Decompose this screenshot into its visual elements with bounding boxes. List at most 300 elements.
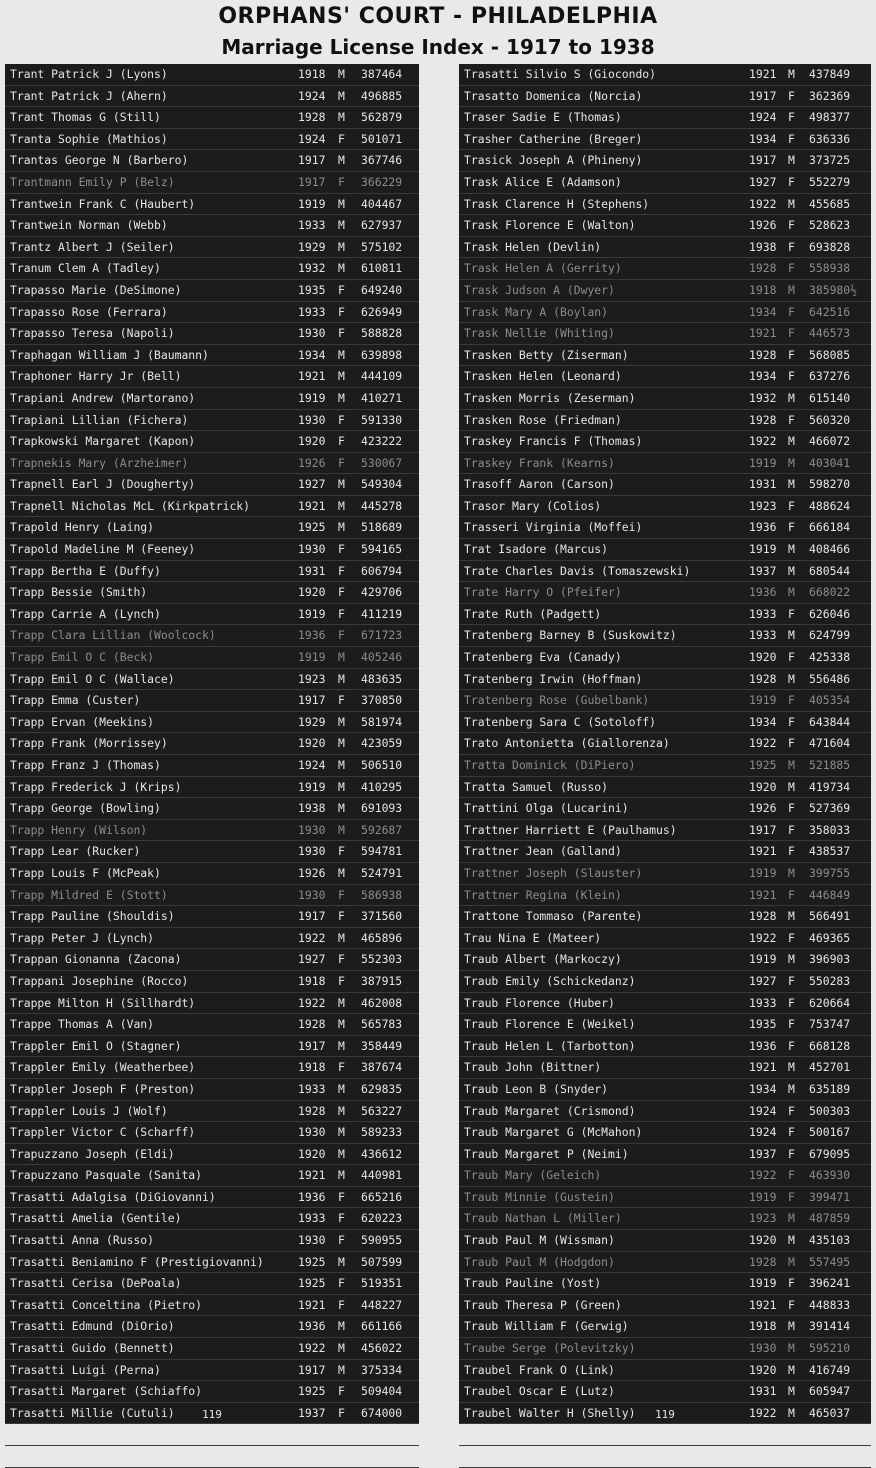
- entry-sex: M: [338, 1362, 345, 1377]
- entry-year: 1922: [298, 930, 326, 945]
- index-entry: [459, 971, 871, 993]
- entry-sex: F: [338, 282, 345, 297]
- entry-year: 1928: [749, 1254, 777, 1269]
- entry-sex: M: [788, 1362, 795, 1377]
- entry-license: 657857: [361, 1427, 403, 1442]
- entry-name: Trasatti Silvio S (Giocondo): [464, 67, 657, 81]
- entry-license: 403041: [809, 455, 851, 470]
- index-entry: [5, 258, 419, 280]
- entry-year: 1918: [749, 1319, 777, 1334]
- entry-license: 465037: [809, 1405, 851, 1420]
- entry-sex: F: [338, 326, 345, 341]
- entry-sex: M: [788, 671, 795, 686]
- entry-name: Trask Judson A (Dwyer): [464, 282, 615, 297]
- entry-sex: M: [788, 434, 795, 449]
- entry-year: 1922: [749, 1405, 777, 1420]
- index-entry: [5, 669, 419, 691]
- entry-name: Traub Florence E (Weikel): [464, 1017, 636, 1032]
- index-entry: [459, 1381, 871, 1403]
- entry-name: Trasick Joseph A (Phineny): [464, 153, 643, 168]
- index-entry: [459, 949, 871, 971]
- entry-license: 556486: [809, 671, 851, 686]
- index-entry: [5, 323, 419, 345]
- entry-year: 1917: [749, 822, 777, 837]
- entry-name: Trapkowski Margaret (Kapon): [10, 434, 196, 449]
- entry-year: 1927: [298, 477, 326, 492]
- entry-year: 1930: [298, 1233, 326, 1248]
- index-entry: [5, 1360, 419, 1382]
- entry-year: 1927: [749, 973, 777, 988]
- entry-sex: M: [338, 650, 345, 665]
- entry-license: 498377: [809, 110, 851, 125]
- entry-year: 1920: [749, 650, 777, 665]
- entry-name: Traphoner Harry Jr (Bell): [10, 369, 182, 384]
- entry-year: 1919: [749, 693, 777, 708]
- entry-year: 1921: [749, 326, 777, 341]
- entry-year: 1923: [749, 1211, 777, 1226]
- entry-sex: M: [788, 1341, 795, 1356]
- entry-license: 370850: [361, 693, 403, 708]
- index-entry: [459, 129, 871, 151]
- entry-year: 1929: [298, 239, 326, 254]
- entry-year: 1918: [298, 973, 326, 988]
- index-entry: [5, 345, 419, 367]
- index-entry: [459, 1316, 871, 1338]
- index-entry: [459, 194, 871, 216]
- entry-sex: F: [338, 844, 345, 859]
- entry-license: 521885: [809, 758, 851, 772]
- index-entry: [459, 1079, 871, 1101]
- entry-name: Traubel Walter H (Shelly): [464, 1405, 636, 1420]
- entry-license: 384008: [809, 1449, 851, 1463]
- entry-name: Trattner Jean (Galland): [464, 844, 622, 859]
- entry-name: Trapp Emma (Custer): [10, 693, 141, 708]
- entry-year: 1936: [749, 520, 777, 535]
- index-entry: [459, 647, 871, 669]
- entry-license: 626949: [361, 304, 403, 319]
- entry-sex: F: [788, 1146, 795, 1161]
- left-entry-list: [5, 64, 419, 1468]
- entry-license: 549304: [361, 477, 403, 492]
- index-entry: [5, 150, 419, 172]
- entry-license: 362369: [809, 88, 851, 103]
- entry-license: 562879: [361, 110, 403, 125]
- entry-sex: M: [788, 542, 795, 557]
- entry-sex: M: [338, 390, 345, 405]
- entry-license: 643844: [809, 714, 851, 729]
- entry-sex: F: [788, 1017, 795, 1032]
- entry-name: Trasor Mary (Colios): [464, 498, 602, 513]
- entry-license: 679095: [809, 1146, 851, 1161]
- entry-sex: M: [338, 1319, 345, 1334]
- entry-license: 387464: [361, 67, 403, 81]
- entry-sex: F: [338, 131, 345, 146]
- index-entry: [459, 841, 871, 863]
- index-entry: [459, 1144, 871, 1166]
- entry-sex: M: [788, 1081, 795, 1096]
- index-entry: [5, 1381, 419, 1403]
- entry-sex: M: [788, 585, 795, 600]
- entry-license: 452701: [809, 1060, 851, 1075]
- entry-sex: F: [338, 693, 345, 708]
- entry-license: 436612: [361, 1146, 403, 1161]
- entry-sex: F: [788, 930, 795, 945]
- entry-year: 1917: [749, 153, 777, 168]
- index-entry: [5, 1273, 419, 1295]
- index-entry: [5, 863, 419, 885]
- entry-name: Tranum Clem A (Tadley): [10, 261, 161, 276]
- entry-year: 1917: [298, 693, 326, 708]
- entry-name: Traub Theresa P (Green): [464, 1297, 622, 1312]
- entry-year: 1926: [749, 801, 777, 816]
- entry-name: Trask Mary A (Boylan): [464, 304, 609, 319]
- entry-name: Tranta Sophie (Mathios): [10, 131, 168, 146]
- entry-year: 1930: [298, 887, 326, 902]
- entry-license: 371560: [361, 909, 403, 924]
- entry-name: Traub Margaret G (McMahon): [464, 1125, 643, 1140]
- entry-name: Trasken Betty (Ziserman): [464, 347, 629, 362]
- entry-year: 1917: [298, 909, 326, 924]
- index-entry: [5, 820, 419, 842]
- entry-license: 557495: [809, 1254, 851, 1269]
- entry-license: 605947: [809, 1384, 851, 1399]
- entry-name: Trapuzzano Joseph (Eldi): [10, 1146, 175, 1161]
- entry-year: 1922: [749, 434, 777, 449]
- index-entry: [5, 302, 419, 324]
- entry-sex: M: [788, 67, 795, 81]
- index-entry: [5, 885, 419, 907]
- entry-sex: M: [338, 736, 345, 751]
- entry-year: 1930: [298, 822, 326, 837]
- entry-year: 1923: [749, 498, 777, 513]
- index-entry: [5, 733, 419, 755]
- entry-sex: F: [788, 304, 795, 319]
- entry-sex: F: [788, 650, 795, 665]
- entry-name: Trant Patrick J (Lyons): [10, 67, 168, 81]
- entry-license: 483635: [361, 671, 403, 686]
- entry-year: 1938: [749, 239, 777, 254]
- index-entry: [459, 474, 871, 496]
- entry-year: 1936: [749, 1038, 777, 1053]
- entry-year: 1924: [749, 1125, 777, 1140]
- entry-name: Traub Emily (Schickedanz): [464, 973, 636, 988]
- entry-license: 455685: [809, 196, 851, 211]
- entry-sex: F: [788, 1038, 795, 1053]
- index-entry: [5, 755, 419, 777]
- entry-year: 1919: [749, 1276, 777, 1291]
- entry-sex: M: [338, 930, 345, 945]
- entry-sex: F: [338, 1297, 345, 1312]
- entry-sex: M: [788, 390, 795, 405]
- entry-name: Trasatto Domenica (Norcia): [464, 88, 643, 103]
- entry-name: Trapp Ervan (Meekins): [10, 714, 155, 729]
- entry-license: 528623: [809, 218, 851, 233]
- entry-year: 1930: [298, 844, 326, 859]
- entry-year: 1935: [298, 282, 326, 297]
- entry-sex: F: [788, 498, 795, 513]
- index-entry: [5, 539, 419, 561]
- entry-license: 671723: [361, 628, 403, 643]
- entry-year: 1920: [298, 434, 326, 449]
- entry-license: 527369: [809, 801, 851, 816]
- entry-license: 375334: [361, 1362, 403, 1377]
- entry-license: 665216: [361, 1189, 403, 1204]
- index-entry: [459, 906, 871, 928]
- entry-license: 649240: [361, 282, 403, 297]
- entry-license: 465896: [361, 930, 403, 945]
- entry-sex: M: [788, 1427, 795, 1442]
- index-entry: [459, 1252, 871, 1274]
- entry-name: Trate Ruth (Padgett): [464, 606, 602, 621]
- entry-name: Tratenberg Irwin (Hoffman): [464, 671, 643, 686]
- entry-sex: F: [338, 1060, 345, 1075]
- entry-name: Tratenberg Barney B (Suskowitz): [464, 628, 677, 643]
- entry-name: Traubel Frank O (Link): [464, 1362, 615, 1377]
- entry-name: Traub Paul M (Hodgdon): [464, 1254, 615, 1269]
- index-entry: [5, 129, 419, 151]
- entry-sex: F: [788, 520, 795, 535]
- entry-license: 591330: [361, 412, 403, 427]
- entry-name: Trapp Henry (Wilson): [10, 822, 148, 837]
- entry-name: Trapuzzano Pasquale (Sanita): [10, 1168, 203, 1183]
- entry-license: 446573: [809, 326, 851, 341]
- entry-license: 524791: [361, 865, 403, 880]
- entry-license: 552279: [809, 174, 851, 189]
- entry-year: 1919: [749, 542, 777, 557]
- entry-sex: M: [338, 1125, 345, 1140]
- entry-name: Trasseri Virginia (Moffei): [464, 520, 643, 535]
- index-entry: [5, 1316, 419, 1338]
- entry-year: 1921: [298, 369, 326, 384]
- entry-year: 1933: [749, 995, 777, 1010]
- entry-sex: M: [788, 952, 795, 967]
- index-entry: [459, 410, 871, 432]
- entry-license: 423059: [361, 736, 403, 751]
- entry-sex: M: [338, 758, 345, 772]
- index-entry: [5, 453, 419, 475]
- entry-license: 399755: [809, 865, 851, 880]
- entry-name: Trattner Harriett E (Paulhamus): [464, 822, 677, 837]
- entry-license: 636336: [809, 131, 851, 146]
- entry-name: Trapiani Andrew (Martorano): [10, 390, 196, 405]
- entry-year: 1933: [298, 304, 326, 319]
- entry-name: Trant Patrick J (Ahern): [10, 88, 168, 103]
- index-entry: [5, 194, 419, 216]
- entry-name: Trantmann Emily P (Belz): [10, 174, 175, 189]
- entry-sex: M: [788, 1405, 795, 1420]
- entry-year: 1937: [298, 1405, 326, 1420]
- entry-sex: M: [338, 261, 345, 276]
- entry-license: 456022: [361, 1341, 403, 1356]
- index-entry: [5, 604, 419, 626]
- entry-license: 668128: [809, 1038, 851, 1053]
- entry-license: 674000: [361, 1405, 403, 1420]
- entry-year: 1930: [749, 1341, 777, 1356]
- index-entry: [5, 1446, 419, 1468]
- index-entry: [459, 1165, 871, 1187]
- entry-license: 518689: [361, 520, 403, 535]
- entry-name: Trapnell Nicholas McL (Kirkpatrick): [10, 498, 251, 513]
- entry-sex: F: [338, 434, 345, 449]
- entry-name: Trattner Joseph (Slauster): [464, 865, 643, 880]
- entry-license: 366229: [361, 174, 403, 189]
- page-title: ORPHANS' COURT - PHILADELPHIA: [218, 4, 658, 29]
- entry-license: 471604: [809, 736, 851, 751]
- entry-year: 1920: [749, 1362, 777, 1377]
- index-entry: [459, 366, 871, 388]
- entry-name: Trattone Tommaso (Parente): [464, 909, 643, 924]
- entry-year: 1924: [298, 131, 326, 146]
- entry-sex: M: [338, 1427, 345, 1442]
- entry-name: Trappler Joseph F (Preston): [10, 1081, 196, 1096]
- entry-license: 620664: [809, 995, 851, 1010]
- entry-year: 1938: [298, 1449, 326, 1463]
- entry-sex: F: [788, 736, 795, 751]
- entry-year: 1932: [298, 261, 326, 276]
- entry-year: 1935: [298, 1427, 326, 1442]
- entry-year: 1934: [298, 347, 326, 362]
- index-entry: [459, 1446, 871, 1468]
- index-entry: [5, 1101, 419, 1123]
- index-entry: [5, 561, 419, 583]
- index-entry: [5, 1079, 419, 1101]
- entry-sex: M: [338, 498, 345, 513]
- entry-sex: F: [788, 239, 795, 254]
- entry-sex: F: [788, 973, 795, 988]
- entry-license: 462008: [361, 995, 403, 1010]
- entry-sex: M: [338, 67, 345, 81]
- index-entry: [5, 215, 419, 237]
- entry-license: 753747: [809, 1017, 851, 1032]
- entry-sex: M: [338, 88, 345, 103]
- entry-name: Trasoff Aaron (Carson): [464, 477, 615, 492]
- entry-license: 440981: [361, 1168, 403, 1183]
- entry-sex: M: [788, 1060, 795, 1075]
- entry-year: 1935: [749, 1017, 777, 1032]
- entry-license: 469365: [809, 930, 851, 945]
- entry-sex: F: [788, 218, 795, 233]
- entry-sex: F: [788, 1168, 795, 1183]
- entry-name: Trasatti Pasquale N (Fittro): [10, 1427, 203, 1442]
- index-entry: [5, 993, 419, 1015]
- entry-year: 1918: [749, 282, 777, 297]
- index-entry: [5, 280, 419, 302]
- entry-year: 1928: [749, 261, 777, 276]
- entry-sex: M: [788, 153, 795, 168]
- index-entry: [459, 885, 871, 907]
- index-entry: [459, 237, 871, 259]
- entry-sex: M: [338, 218, 345, 233]
- entry-name: Trapp Frederick J (Krips): [10, 779, 182, 794]
- entry-sex: F: [788, 887, 795, 902]
- entry-name: Trat Isadore (Marcus): [464, 542, 609, 557]
- entry-year: 1933: [749, 606, 777, 621]
- entry-year: 1919: [298, 779, 326, 794]
- index-entry: [5, 172, 419, 194]
- entry-sex: F: [788, 369, 795, 384]
- entry-sex: F: [338, 455, 345, 470]
- index-entry: [459, 1122, 871, 1144]
- entry-sex: M: [788, 1384, 795, 1399]
- entry-license: 610811: [361, 261, 403, 276]
- index-entry: [459, 1424, 871, 1446]
- entry-year: 1930: [298, 1125, 326, 1140]
- entry-sex: M: [788, 477, 795, 492]
- entry-license: 404467: [361, 196, 403, 211]
- entry-year: 1917: [298, 174, 326, 189]
- entry-year: 1938: [298, 801, 326, 816]
- index-entry: [459, 993, 871, 1015]
- index-entry: [5, 1014, 419, 1036]
- right-entry-list: [459, 64, 871, 1468]
- entry-license: 566491: [809, 909, 851, 924]
- entry-license: 410271: [361, 390, 403, 405]
- entry-sex: F: [788, 801, 795, 816]
- entry-sex: M: [788, 563, 795, 578]
- entry-license: 668022: [809, 585, 851, 600]
- entry-year: 1934: [749, 369, 777, 384]
- index-entry: [459, 1230, 871, 1252]
- entry-license: 391414: [809, 1319, 851, 1334]
- index-entry: [5, 517, 419, 539]
- entry-year: 1936: [298, 628, 326, 643]
- entry-name: Tratenberg Rose (Gubelbank): [464, 693, 650, 708]
- entry-name: Trapiani Lillian (Fichera): [10, 412, 189, 427]
- entry-sex: F: [788, 1103, 795, 1118]
- entry-name: Trasher Catherine (Breger): [464, 131, 643, 146]
- entry-license: 358449: [361, 1038, 403, 1053]
- entry-sex: F: [788, 844, 795, 859]
- entry-name: Traub Pauline (Yost): [464, 1276, 602, 1291]
- entry-year: 1919: [749, 1189, 777, 1204]
- entry-name: Traub Albert (Markoczy): [464, 952, 622, 967]
- entry-year: 1922: [749, 736, 777, 751]
- entry-name: Trask Nellie (Whiting): [464, 326, 615, 341]
- entry-name: Trantwein Norman (Webb): [10, 218, 168, 233]
- index-entry: [459, 172, 871, 194]
- entry-year: 1928: [749, 347, 777, 362]
- entry-license: 560320: [809, 412, 851, 427]
- entry-year: 1920: [298, 736, 326, 751]
- entry-name: Traser Sadie E (Thomas): [464, 110, 622, 125]
- entry-name: Traub Leon B (Snyder): [464, 1081, 609, 1096]
- entry-name: Trasatti Millie (Cutuli): [10, 1405, 175, 1420]
- index-entry: [5, 1208, 419, 1230]
- entry-year: 1921: [749, 887, 777, 902]
- entry-name: Trappe Milton H (Sillhardt): [10, 995, 196, 1010]
- entry-sex: M: [788, 865, 795, 880]
- entry-license: 639898: [361, 347, 403, 362]
- index-entry: [459, 1014, 871, 1036]
- entry-year: 1934: [749, 714, 777, 729]
- entry-year: 1921: [749, 844, 777, 859]
- entry-year: 1919: [298, 390, 326, 405]
- entry-name: Traskey Francis F (Thomas): [464, 434, 643, 449]
- index-entry: [5, 1036, 419, 1058]
- entry-name: Tratenberg Sara C (Sotoloff): [464, 714, 657, 729]
- entry-name: Trappler Emily (Weatherbee): [10, 1060, 196, 1075]
- entry-name: Trapp Frank (Morrissey): [10, 736, 168, 751]
- index-entry: [459, 258, 871, 280]
- entry-license: 385980½: [809, 282, 858, 297]
- entry-sex: F: [338, 1233, 345, 1248]
- entry-year: 1931: [298, 563, 326, 578]
- entry-year: 1917: [298, 153, 326, 168]
- entry-year: 1918: [298, 1060, 326, 1075]
- index-entry: [5, 647, 419, 669]
- entry-year: 1918: [298, 67, 326, 81]
- index-entry: [459, 280, 871, 302]
